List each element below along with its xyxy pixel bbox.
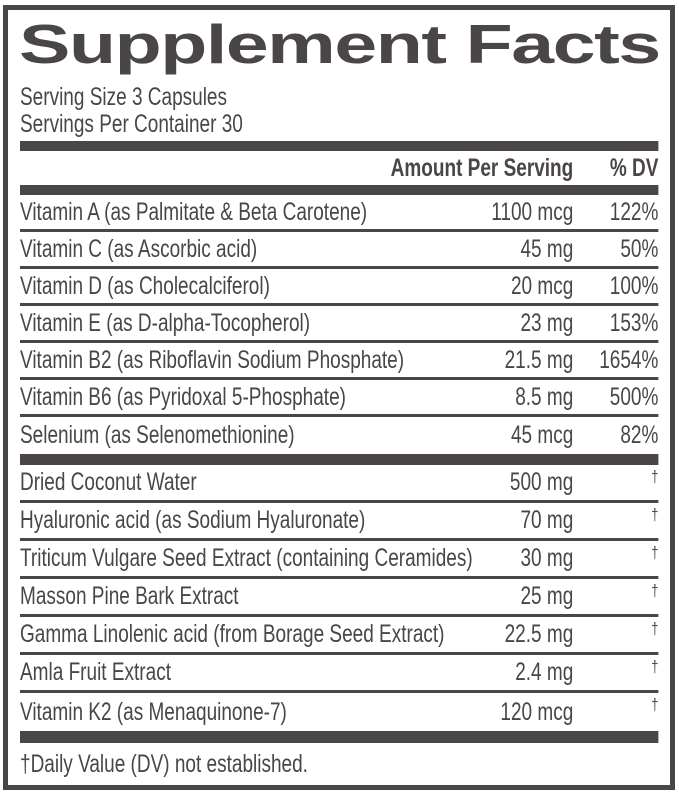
daily-value-footnote: †Daily Value (DV) not established. [20,750,308,778]
ingredient-dv: 500% [609,382,659,411]
ingredient-name: Masson Pine Bark Extract [20,582,239,610]
table-row [20,693,658,731]
divider-bar-bottom [20,731,658,743]
ingredient-dv-dagger: † [651,581,659,600]
ingredient-amount: 30 mg [520,544,574,572]
servings-per-container: Servings Per Container 30 [20,110,243,138]
ingredient-dv-dagger: † [651,505,659,524]
ingredient-dv: 1654% [599,345,659,374]
table-row [20,503,658,541]
ingredient-amount: 45 mcg [510,421,574,449]
ingredient-name: Gamma Linolenic acid (from Borage Seed Extract) [20,620,445,648]
ingredient-name: Vitamin C (as Ascorbic acid) [20,234,258,263]
ingredient-amount: 22.5 mg [504,620,574,648]
ingredient-name: Vitamin D (as Cholecalciferol) [20,271,270,300]
table-row [20,232,658,269]
ingredient-name: Triticum Vulgare Seed Extract (containing Ceramides) [20,544,473,572]
ingredient-dv: 82% [620,421,659,449]
table-row [20,380,658,417]
ingredient-amount: 2.4 mg [515,658,574,686]
table-header [20,151,658,185]
ingredient-dv: 50% [620,234,659,263]
ingredient-amount: 45 mg [520,234,574,263]
ingredient-name: Amla Fruit Extract [20,658,171,686]
divider-bar-middle [20,454,658,465]
ingredient-name: Vitamin A (as Palmitate & Beta Carotene) [20,197,368,226]
ingredient-name: Vitamin K2 (as Menaquinone-7) [20,697,287,726]
ingredient-amount: 23 mg [520,308,574,337]
ingredient-dv: 100% [609,271,659,300]
vitamins-section [20,195,658,454]
ingredient-amount: 20 mcg [510,271,574,300]
table-row [20,617,658,655]
ingredient-name: Vitamin B6 (as Pyridoxal 5-Phosphate) [20,382,346,411]
table-row [20,269,658,306]
ingredient-amount: 120 mcg [500,697,574,726]
ingredient-amount: 25 mg [520,582,574,610]
ingredient-name: Vitamin E (as D-alpha-Tocopherol) [20,308,311,337]
ingredient-amount: 21.5 mg [504,345,574,374]
table-row [20,465,658,503]
amount-per-serving-header: Amount Per Serving [390,153,574,182]
table-row [20,579,658,617]
ingredient-dv-dagger: † [651,619,659,638]
ingredient-name: Selenium (as Selenomethionine) [20,421,295,449]
table-row [20,541,658,579]
ingredient-name: Vitamin B2 (as Riboflavin Sodium Phosphate) [20,345,405,374]
serving-size: Serving Size 3 Capsules [20,83,228,111]
ingredient-dv-dagger: † [651,695,659,714]
ingredient-name: Hyaluronic acid (as Sodium Hyaluronate) [20,506,366,534]
table-row [20,306,658,343]
divider-bar-header [20,185,658,195]
ingredient-amount: 500 mg [509,468,574,496]
divider-bar-top [20,141,658,151]
ingredient-dv-dagger: † [651,467,659,486]
ingredient-dv: 122% [609,197,659,226]
percent-dv-header: % DV [609,153,659,182]
ingredient-name: Dried Coconut Water [20,468,197,496]
ingredient-amount: 1100 mcg [491,197,574,226]
ingredient-dv-dagger: † [651,657,659,676]
label-title: Supplement Facts [19,13,660,75]
ingredient-dv-dagger: † [651,543,659,562]
ingredient-amount: 8.5 mg [515,382,574,411]
ingredient-dv: 153% [609,308,659,337]
other-ingredients-section [20,465,658,731]
label-body [20,84,658,779]
table-row [20,195,658,232]
table-row [20,343,658,380]
table-row [20,417,658,454]
table-row [20,655,658,693]
ingredient-amount: 70 mg [520,506,574,534]
